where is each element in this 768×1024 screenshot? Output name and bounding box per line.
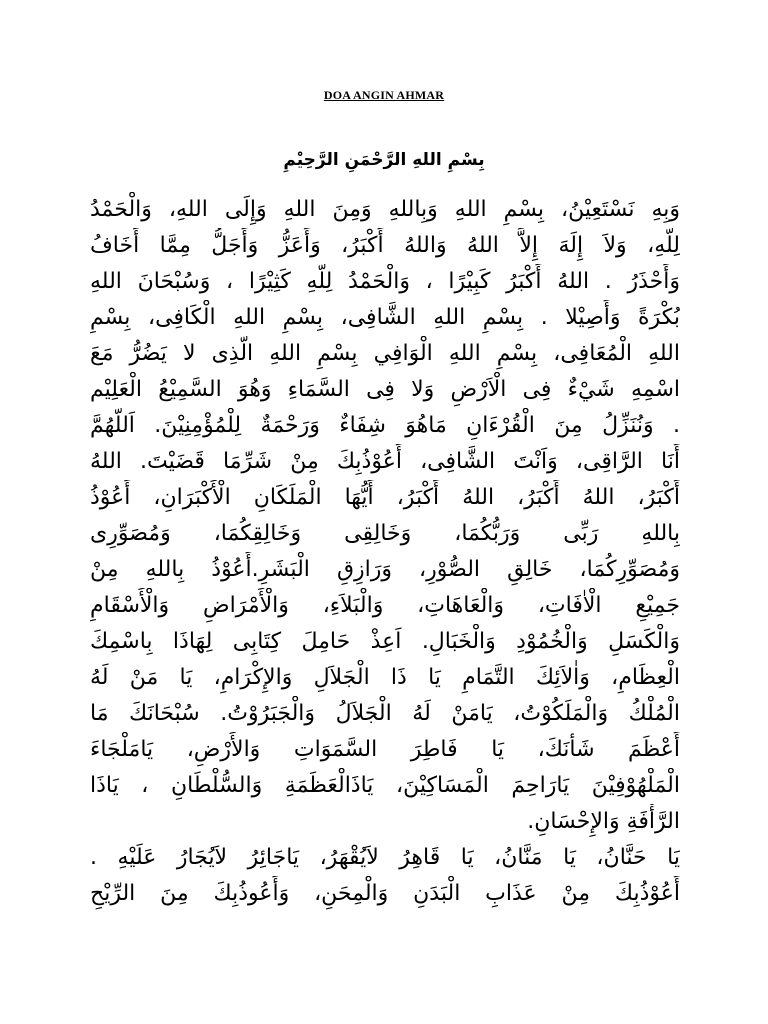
- prayer-line: يَا حَنَّانُ، يَا مَنَّانُ، يَا قَاهِرُ لاَيُقْهَرُ، يَاجَائِرُ لاَيُجَارُ عَلَيْهِ .: [90, 845, 680, 870]
- document-title: DOA ANGIN AHMAR: [323, 88, 445, 102]
- prayer-line: وَأَحْذَرُ . اللهُ أَكْبَرُ كَبِيْرًا ، وَالْحَمْدُ لِلَّهِ كَثِيْرًا ، وَسُبْحَانَ اللهِ: [90, 269, 680, 294]
- prayer-body: [90, 192, 680, 912]
- prayer-line: الرَّأْفَةِ وَالإِحْسَانِ.: [527, 809, 680, 834]
- prayer-line: أَعْظَمَ شَأْنَكَ، يَا فَاطِرَ السَّمَوَاتِ وَالأَرْضِ، يَامَلْجَاءَ: [90, 737, 680, 762]
- prayer-line: الْمُلْكُ وَالْمَلَكُوْتُ، يَامَنْ لَهُ الْجَلاَلُ وَالْجَبَرُوْتُ. سُبْحَانَكَ مَا: [90, 701, 680, 726]
- prayer-line: الْمَلْهُوْفِيْنَ يَارَاحِمَ الْمَسَاكِيْنَ، يَاذَالْعَظَمَةِ وَالسُّلْطَانِ ، يَاذَا: [90, 773, 680, 798]
- prayer-line: اللهِ الْمُعَافِى، بِسْمِ اللهِ الْوَافِي بِسْمِ اللهِ الَّذِى لا يَضُرُّ مَعَ: [90, 341, 680, 366]
- prayer-line: . وَنُنَزِّلُ مِنَ الْقُرْءَانِ مَاهُوَ شِفَاءٌ وَرَحْمَةٌ لِلْمُؤْمِنِيْنَ. اَللَّهُمَّ: [90, 413, 680, 438]
- prayer-line: اسْمِهِ شَيْءٌ فِى الْاَرْضِ وَلا فِى السَّمَاءِ وَهُوَ السَّمِيْعُ الْعَلِيْم: [90, 377, 680, 402]
- prayer-line: وَالْكَسَلِ وَالْخُمُوْدِ وَالْخَبَالِ. اَعِذْ حَامِلَ كِتَابِى لِهَاذَا بِاسْمِكَ: [90, 629, 680, 654]
- basmala-heading: بِسْمِ اللهِ الرَّحْمَنِ الرَّحِيْمِ: [283, 150, 485, 170]
- prayer-line: أَكْبَرُ، اللهُ أَكْبَرُ، اللهُ أَكْبَرُ، أَيُّهَا الْمَلَكَانِ الْأَكْبَرَانِ، أَعُوْذُ: [90, 485, 680, 510]
- prayer-line: جَمِيْعِ الْاٰفَاتِ، وَالْعَاهَاتِ، وَالْبَلاَءِ، وَالْأَمْرَاضِ وَالْأَسْقَامِ: [90, 593, 680, 618]
- prayer-line: لِلَّهِ، وَلاَ إِلَهَ إِلاَّ اللهُ وَاللهُ أَكْبَرُ، وَأَعَزُّ وَأَجَلُّ مِمَّا أَخَافُ: [90, 233, 680, 258]
- prayer-line: بُكْرَةً وَأَصِيْلا . بِسْمِ اللهِ الشَّافِى، بِسْمِ اللهِ الْكَافِى، بِسْمِ: [90, 305, 680, 330]
- prayer-line: أَنَا الرَّاقِى، وَاَنْتَ الشَّافِى، أَعُوْذُبِكَ مِنْ شَرِّمَا قَضَيْتَ. اللهُ: [90, 449, 680, 474]
- prayer-line: وَبِهِ نَسْتَعِيْنُ، بِسْمِ اللهِ وَبِاللهِ وَمِنَ اللهِ وَإِلَى اللهِ، وَالْحَمْدُ: [90, 197, 680, 222]
- prayer-line: أَعُوْذُبِكَ مِنْ عَذَابِ الْبَدَنِ وَالْمِحَنِ، وَأَعُوذُبِكَ مِنَ الرِّيْحِ: [90, 881, 680, 906]
- prayer-line: الْعِظَامِ، وَاٰلاَئِكَ التَّمَامِ يَا ذَا الْجَلاَلِ وَالإِكْرَامِ، يَا مَنْ لَهُ: [90, 665, 680, 690]
- prayer-line: وَمُصَوِّرِكُمَا، خَالِقِ الصُّوْرِ، وَرَازِقِ الْبَشَرِ.أَعُوْذُ بِاللهِ مِنْ: [90, 557, 680, 582]
- prayer-line: بِاللهِ رَبِّى وَرَبُّكُمَا، وَخَالِقِى وَخَالِقِكُمَا، وَمُصَوِّرِى: [90, 521, 680, 546]
